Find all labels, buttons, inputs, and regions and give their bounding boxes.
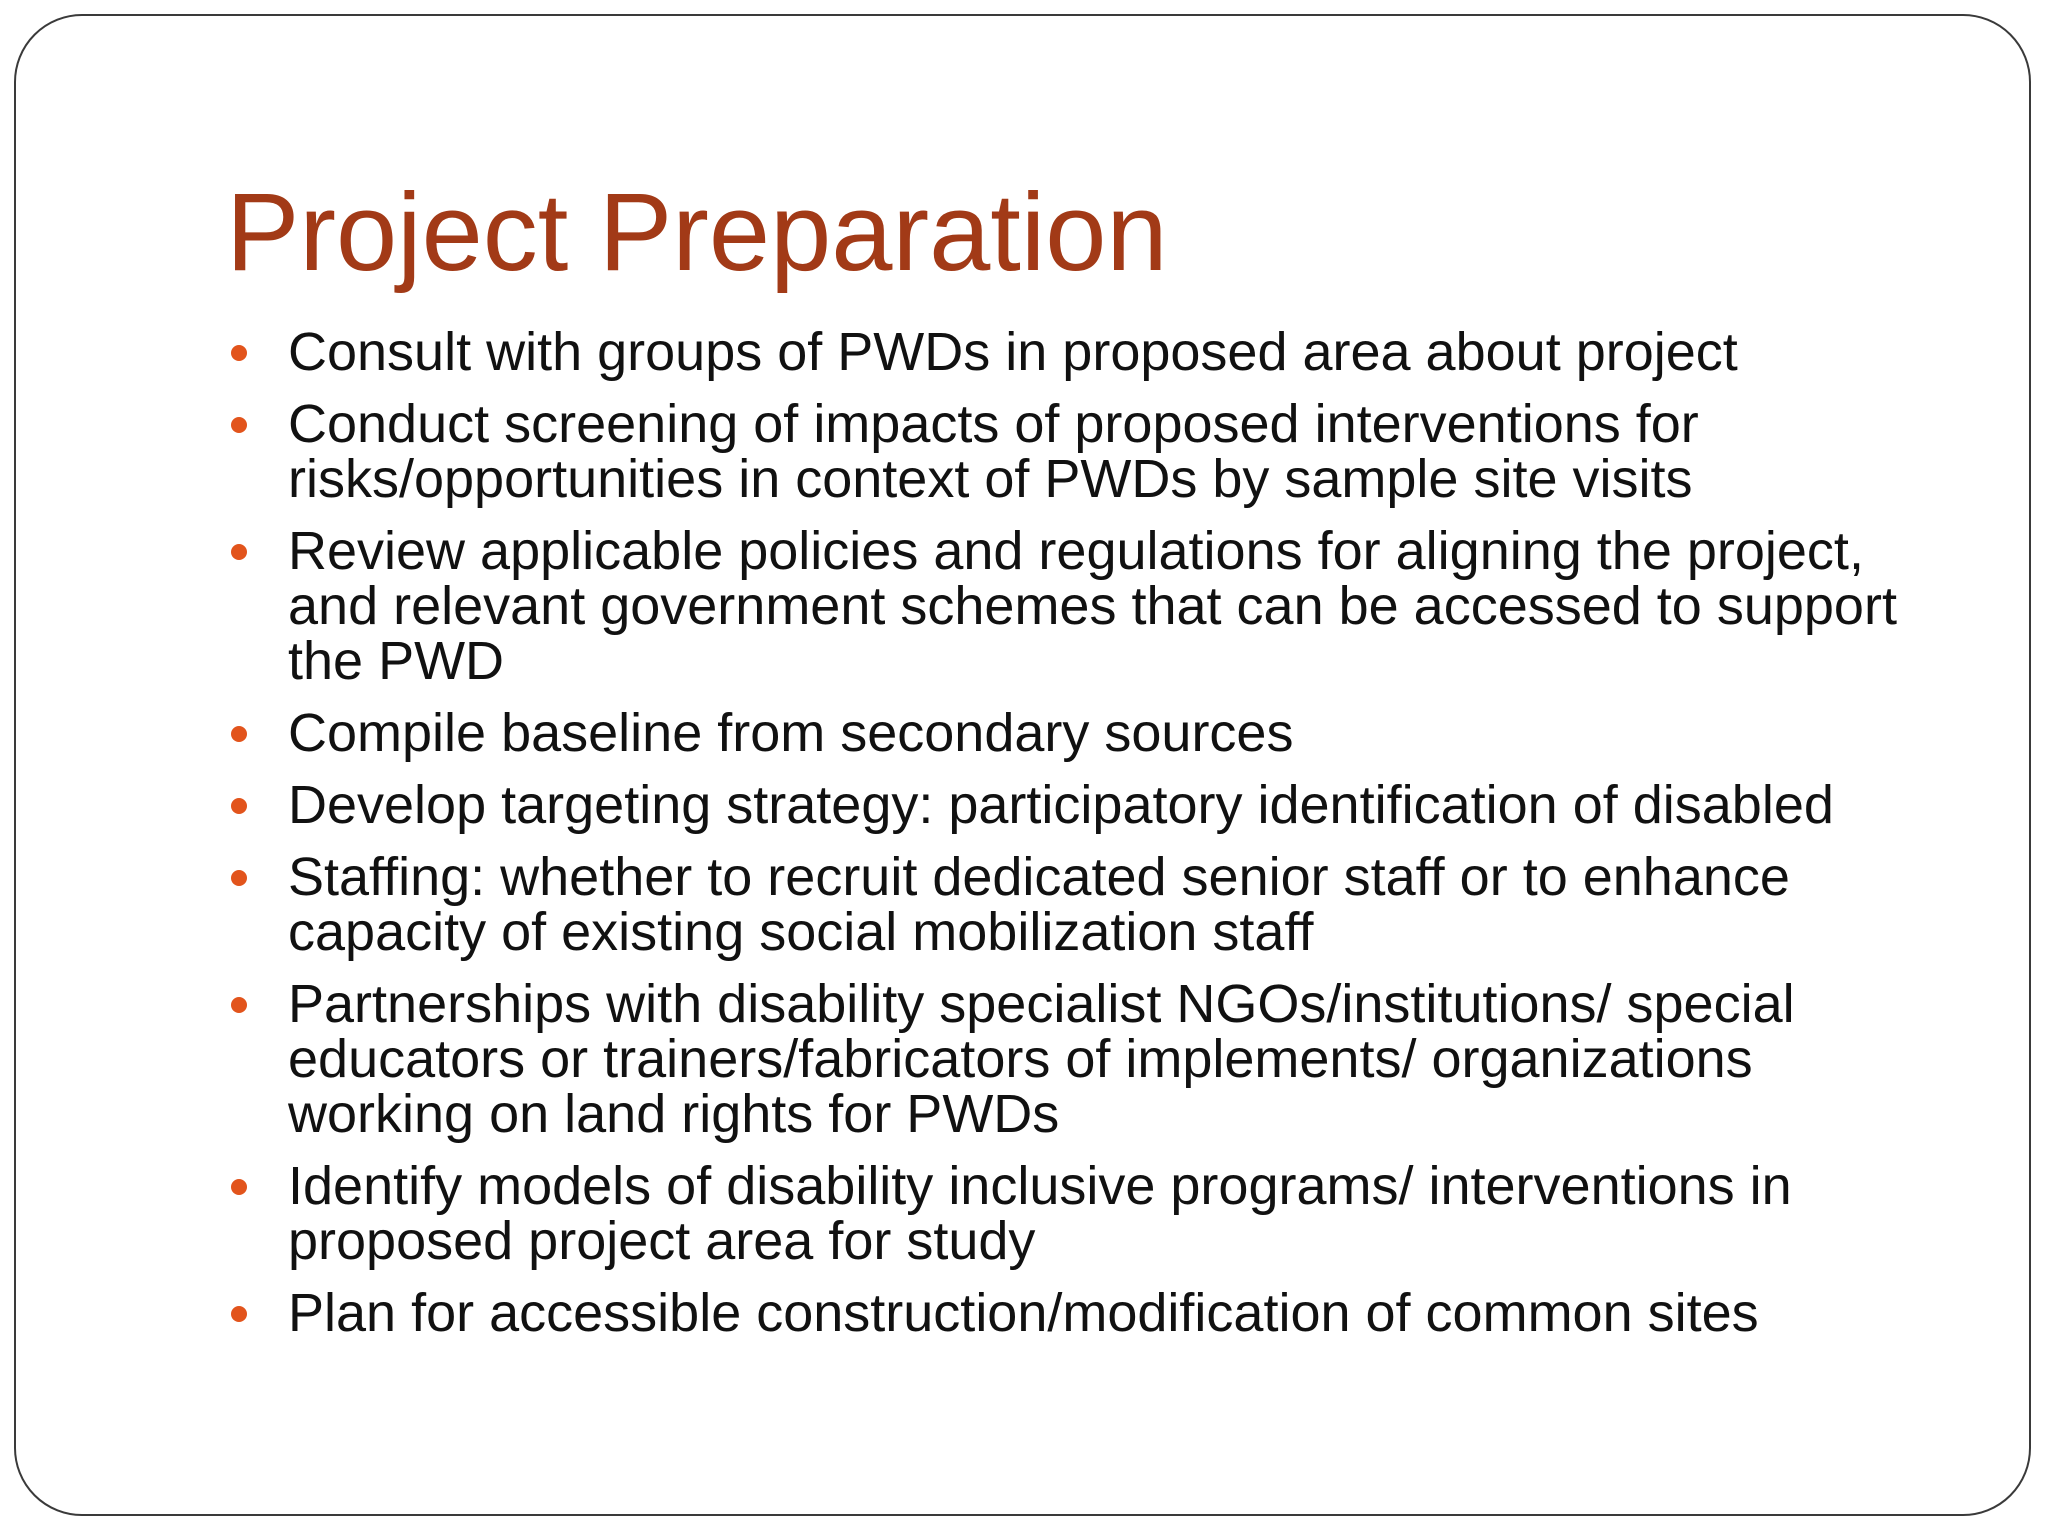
list-item-text: Plan for accessible construction/modification of common sites (288, 1283, 1759, 1343)
list-item (226, 521, 1946, 691)
bullet-list (226, 322, 1946, 1358)
list-item (226, 1283, 1946, 1343)
list-item (226, 775, 1946, 835)
list-item-text: Review applicable policies and regulations for aligning the project, and relevant government schemes that can be accessed to support the PWD (288, 521, 1897, 691)
slide-title: Project Preparation (226, 171, 1168, 294)
bullet-dot-icon (231, 417, 247, 433)
bullet-dot-icon (231, 544, 247, 560)
list-item-text: Conduct screening of impacts of proposed interventions for risks/opportunities in context of PWDs by sample site visits (288, 394, 1699, 509)
bullet-dot-icon (231, 726, 247, 742)
list-item-text: Develop targeting strategy: participatory identification of disabled (288, 775, 1834, 835)
list-item (226, 1156, 1946, 1271)
list-item (226, 703, 1946, 763)
bullet-dot-icon (231, 997, 247, 1013)
list-item (226, 322, 1946, 382)
list-item-text: Compile baseline from secondary sources (288, 703, 1294, 763)
list-item (226, 847, 1946, 962)
list-item-text: Staffing: whether to recruit dedicated senior staff or to enhance capacity of existing social mobilization staff (288, 847, 1790, 962)
bullet-dot-icon (231, 345, 247, 361)
bullet-dot-icon (231, 870, 247, 886)
bullet-dot-icon (231, 1179, 247, 1195)
list-item-text: Identify models of disability inclusive programs/ interventions in proposed project area for study (288, 1156, 1792, 1271)
list-item (226, 974, 1946, 1144)
list-item-text: Partnerships with disability specialist NGOs/institutions/ special educators or trainers/fabricators of implements/ organizations working on land rights for PWDs (288, 974, 1795, 1144)
bullet-dot-icon (231, 1306, 247, 1322)
list-item-text: Consult with groups of PWDs in proposed area about project (288, 322, 1738, 382)
bullet-dot-icon (231, 798, 247, 814)
list-item (226, 394, 1946, 509)
